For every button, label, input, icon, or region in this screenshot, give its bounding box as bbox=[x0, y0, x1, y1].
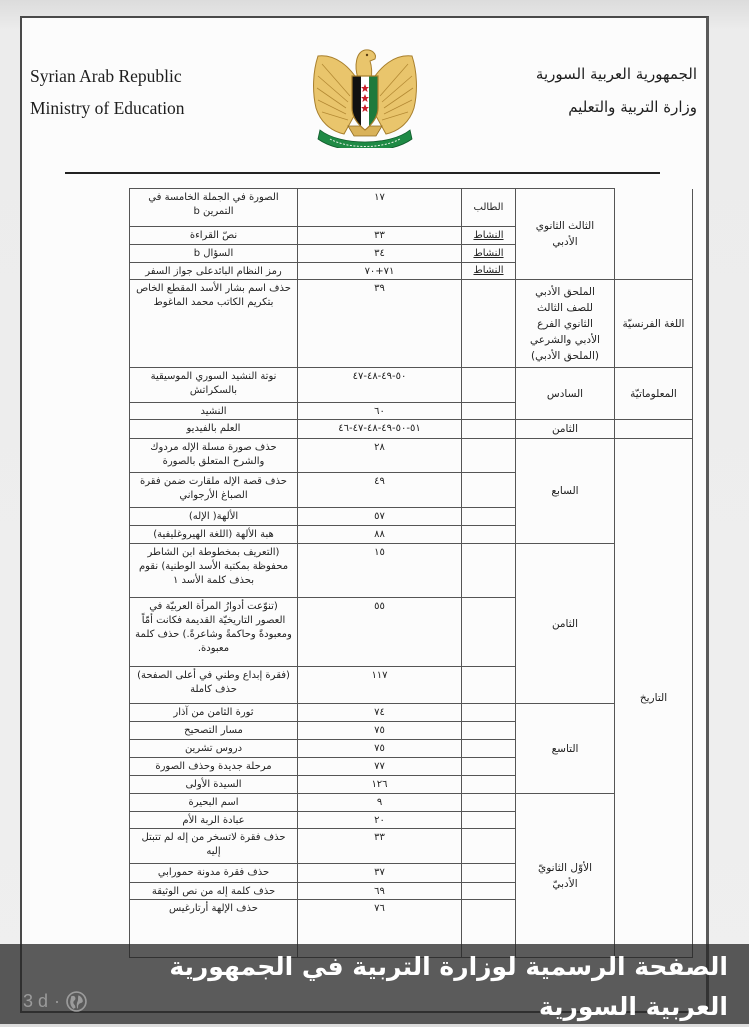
table-row bbox=[130, 544, 693, 598]
curriculum-changes-table bbox=[129, 188, 693, 958]
description-cell: العلم بالفيديو bbox=[130, 420, 298, 439]
type-cell bbox=[462, 368, 516, 403]
grade-cell: الملحق الأدبي للصف الثالث الثانوي الفرع الأدبي والشرعي (الملحق الأدبي) bbox=[516, 280, 615, 368]
type-cell bbox=[462, 526, 516, 544]
subject-cell bbox=[615, 420, 693, 439]
pages-cell: ٣٣ bbox=[298, 227, 462, 245]
pages-cell: ٣٧ bbox=[298, 864, 462, 883]
pages-cell: ١٧ bbox=[298, 189, 462, 227]
type-cell bbox=[462, 829, 516, 864]
type-cell bbox=[462, 740, 516, 758]
description-cell: حذف صورة مسلة الإله مردوك والشرح المتعلق بالصورة bbox=[130, 439, 298, 473]
description-cell: حذف قصة الإله ملقارت ضمن فقرة الصباغ الأرجواني bbox=[130, 473, 298, 508]
description-cell: مرحلة جديدة وحذف الصورة bbox=[130, 758, 298, 776]
description-cell: رمز النظام البائدعلى جواز السفر bbox=[130, 263, 298, 280]
pages-cell: ٨٨ bbox=[298, 526, 462, 544]
grade-cell: الثالث الثانوي الأدبي bbox=[516, 189, 615, 280]
table-row bbox=[130, 439, 693, 473]
pages-cell: ٢٨ bbox=[298, 439, 462, 473]
type-cell bbox=[462, 704, 516, 722]
pages-cell: ٧٧ bbox=[298, 758, 462, 776]
header-ministry-ar: وزارة التربية والتعليم bbox=[568, 98, 697, 116]
post-title: الصفحة الرسمية لوزارة التربية في الجمهورية العربية السورية bbox=[169, 952, 728, 1021]
pages-cell: ١٥ bbox=[298, 544, 462, 598]
subject-cell: المعلوماتيّة bbox=[615, 368, 693, 420]
type-cell bbox=[462, 776, 516, 794]
description-cell: مسار التصحيح bbox=[130, 722, 298, 740]
pages-cell: ٥٧ bbox=[298, 508, 462, 526]
description-cell: حذف كلمة إله من نص الوثيقة bbox=[130, 883, 298, 900]
type-cell bbox=[462, 812, 516, 829]
description-cell: حذف فقرة مدونة حمورابي bbox=[130, 864, 298, 883]
header-country-en: Syrian Arab Republic bbox=[30, 66, 182, 86]
table-row bbox=[130, 794, 693, 812]
description-cell: النشيد bbox=[130, 403, 298, 420]
type-cell bbox=[462, 864, 516, 883]
header-divider bbox=[65, 172, 660, 174]
description-cell: حذف اسم بشار الأسد المقطع الخاص بتكريم الكاتب محمد الماغوط bbox=[130, 280, 298, 368]
description-cell: حذف فقرة لاتسخر من إله لم تتبتل إليه bbox=[130, 829, 298, 864]
type-cell bbox=[462, 403, 516, 420]
pages-cell: ١٢٦ bbox=[298, 776, 462, 794]
header-ministry-en: Ministry of Education bbox=[30, 98, 185, 118]
meta-separator: · bbox=[54, 991, 61, 1011]
type-cell bbox=[462, 883, 516, 900]
table-row bbox=[130, 420, 693, 439]
type-cell bbox=[462, 508, 516, 526]
description-cell: حذف الإلهة أرتارغيس bbox=[130, 900, 298, 958]
header-country-ar: الجمهورية العربية السورية bbox=[535, 65, 697, 83]
type-cell: النشاط bbox=[462, 263, 516, 280]
type-cell bbox=[462, 439, 516, 473]
grade-cell: السادس bbox=[516, 368, 615, 420]
table-row bbox=[130, 280, 693, 368]
pages-cell: ١١٧ bbox=[298, 667, 462, 704]
type-cell: الطالب bbox=[462, 189, 516, 227]
post-timestamp[interactable]: 3 d bbox=[23, 991, 49, 1011]
description-cell: عبادة الربة الأم bbox=[130, 812, 298, 829]
globe-icon bbox=[66, 991, 87, 1012]
pages-cell: ٩ bbox=[298, 794, 462, 812]
pages-cell: ٧٠+٧١ bbox=[298, 263, 462, 280]
type-cell bbox=[462, 544, 516, 598]
syrian-eagle-emblem-icon bbox=[310, 46, 420, 148]
grade-cell: السابع bbox=[516, 439, 615, 544]
pages-cell: ٢٠ bbox=[298, 812, 462, 829]
pages-cell: ٧٤ bbox=[298, 704, 462, 722]
post-meta bbox=[23, 991, 87, 1012]
description-cell: نوتة النشيد السوري الموسيقية بالسكراتش bbox=[130, 368, 298, 403]
type-cell: النشاط bbox=[462, 227, 516, 245]
type-cell bbox=[462, 758, 516, 776]
description-cell: السيدة الأولى bbox=[130, 776, 298, 794]
type-cell bbox=[462, 280, 516, 368]
description-cell: ثورة الثامن من آذار bbox=[130, 704, 298, 722]
description-cell: دروس تشرين bbox=[130, 740, 298, 758]
pages-cell: ٦٠ bbox=[298, 403, 462, 420]
description-cell: هبة الألهة (اللغة الهيروغليفية) bbox=[130, 526, 298, 544]
type-cell bbox=[462, 794, 516, 812]
description-cell: اسم البحيرة bbox=[130, 794, 298, 812]
description-cell: (تنوّعت أدوارُ المرأة العربيّة في العصور التاريخيّة القديمة فكانت أمّاً ومعبودةً وحاكمةً وشاعرةً.) حذف كلمة معبودة. bbox=[130, 598, 298, 667]
description-cell: الألهة( الإله) bbox=[130, 508, 298, 526]
pages-cell: ٥٥ bbox=[298, 598, 462, 667]
grade-cell: التاسع bbox=[516, 704, 615, 794]
table-row bbox=[130, 368, 693, 403]
description-cell: الصورة في الجملة الخامسة في التمرين b bbox=[130, 189, 298, 227]
type-cell: النشاط bbox=[462, 245, 516, 263]
subject-cell: اللغة الفرنسيّة bbox=[615, 280, 693, 368]
type-cell bbox=[462, 420, 516, 439]
pages-cell: ٤٧-٤٨-٤٩-٥٠ bbox=[298, 368, 462, 403]
pages-cell: ٧٥ bbox=[298, 722, 462, 740]
description-cell: السؤال b bbox=[130, 245, 298, 263]
type-cell bbox=[462, 667, 516, 704]
pages-cell: ٣٣ bbox=[298, 829, 462, 864]
subject-cell bbox=[615, 189, 693, 280]
pages-cell: ٣٤ bbox=[298, 245, 462, 263]
table-row bbox=[130, 704, 693, 722]
description-cell: نصّ القراءة bbox=[130, 227, 298, 245]
grade-cell: الثامن bbox=[516, 544, 615, 704]
pages-cell: ٧٥ bbox=[298, 740, 462, 758]
type-cell bbox=[462, 473, 516, 508]
subject-cell: التاريخ bbox=[615, 439, 693, 958]
pages-cell: ٣٩ bbox=[298, 280, 462, 368]
grade-cell: الأوّل الثانويّ الأدبيّ bbox=[516, 794, 615, 958]
table-row bbox=[130, 189, 693, 227]
description-cell: (فقرة إبداع وطني في أعلى الصفحة) حذف كاملة bbox=[130, 667, 298, 704]
pages-cell: ٧٦ bbox=[298, 900, 462, 958]
description-cell: (التعريف بمخطوطة ابن الشاطر محفوظة بمكتبة الأسد الوطنية) نقوم بحذف كلمة الأسد ١ bbox=[130, 544, 298, 598]
pages-cell: ٤٩ bbox=[298, 473, 462, 508]
grade-cell: الثامن bbox=[516, 420, 615, 439]
pages-cell: ٤٦-٤٧-٤٨-٤٩-٥٠-٥١ bbox=[298, 420, 462, 439]
type-cell bbox=[462, 598, 516, 667]
pages-cell: ٦٩ bbox=[298, 883, 462, 900]
type-cell bbox=[462, 722, 516, 740]
